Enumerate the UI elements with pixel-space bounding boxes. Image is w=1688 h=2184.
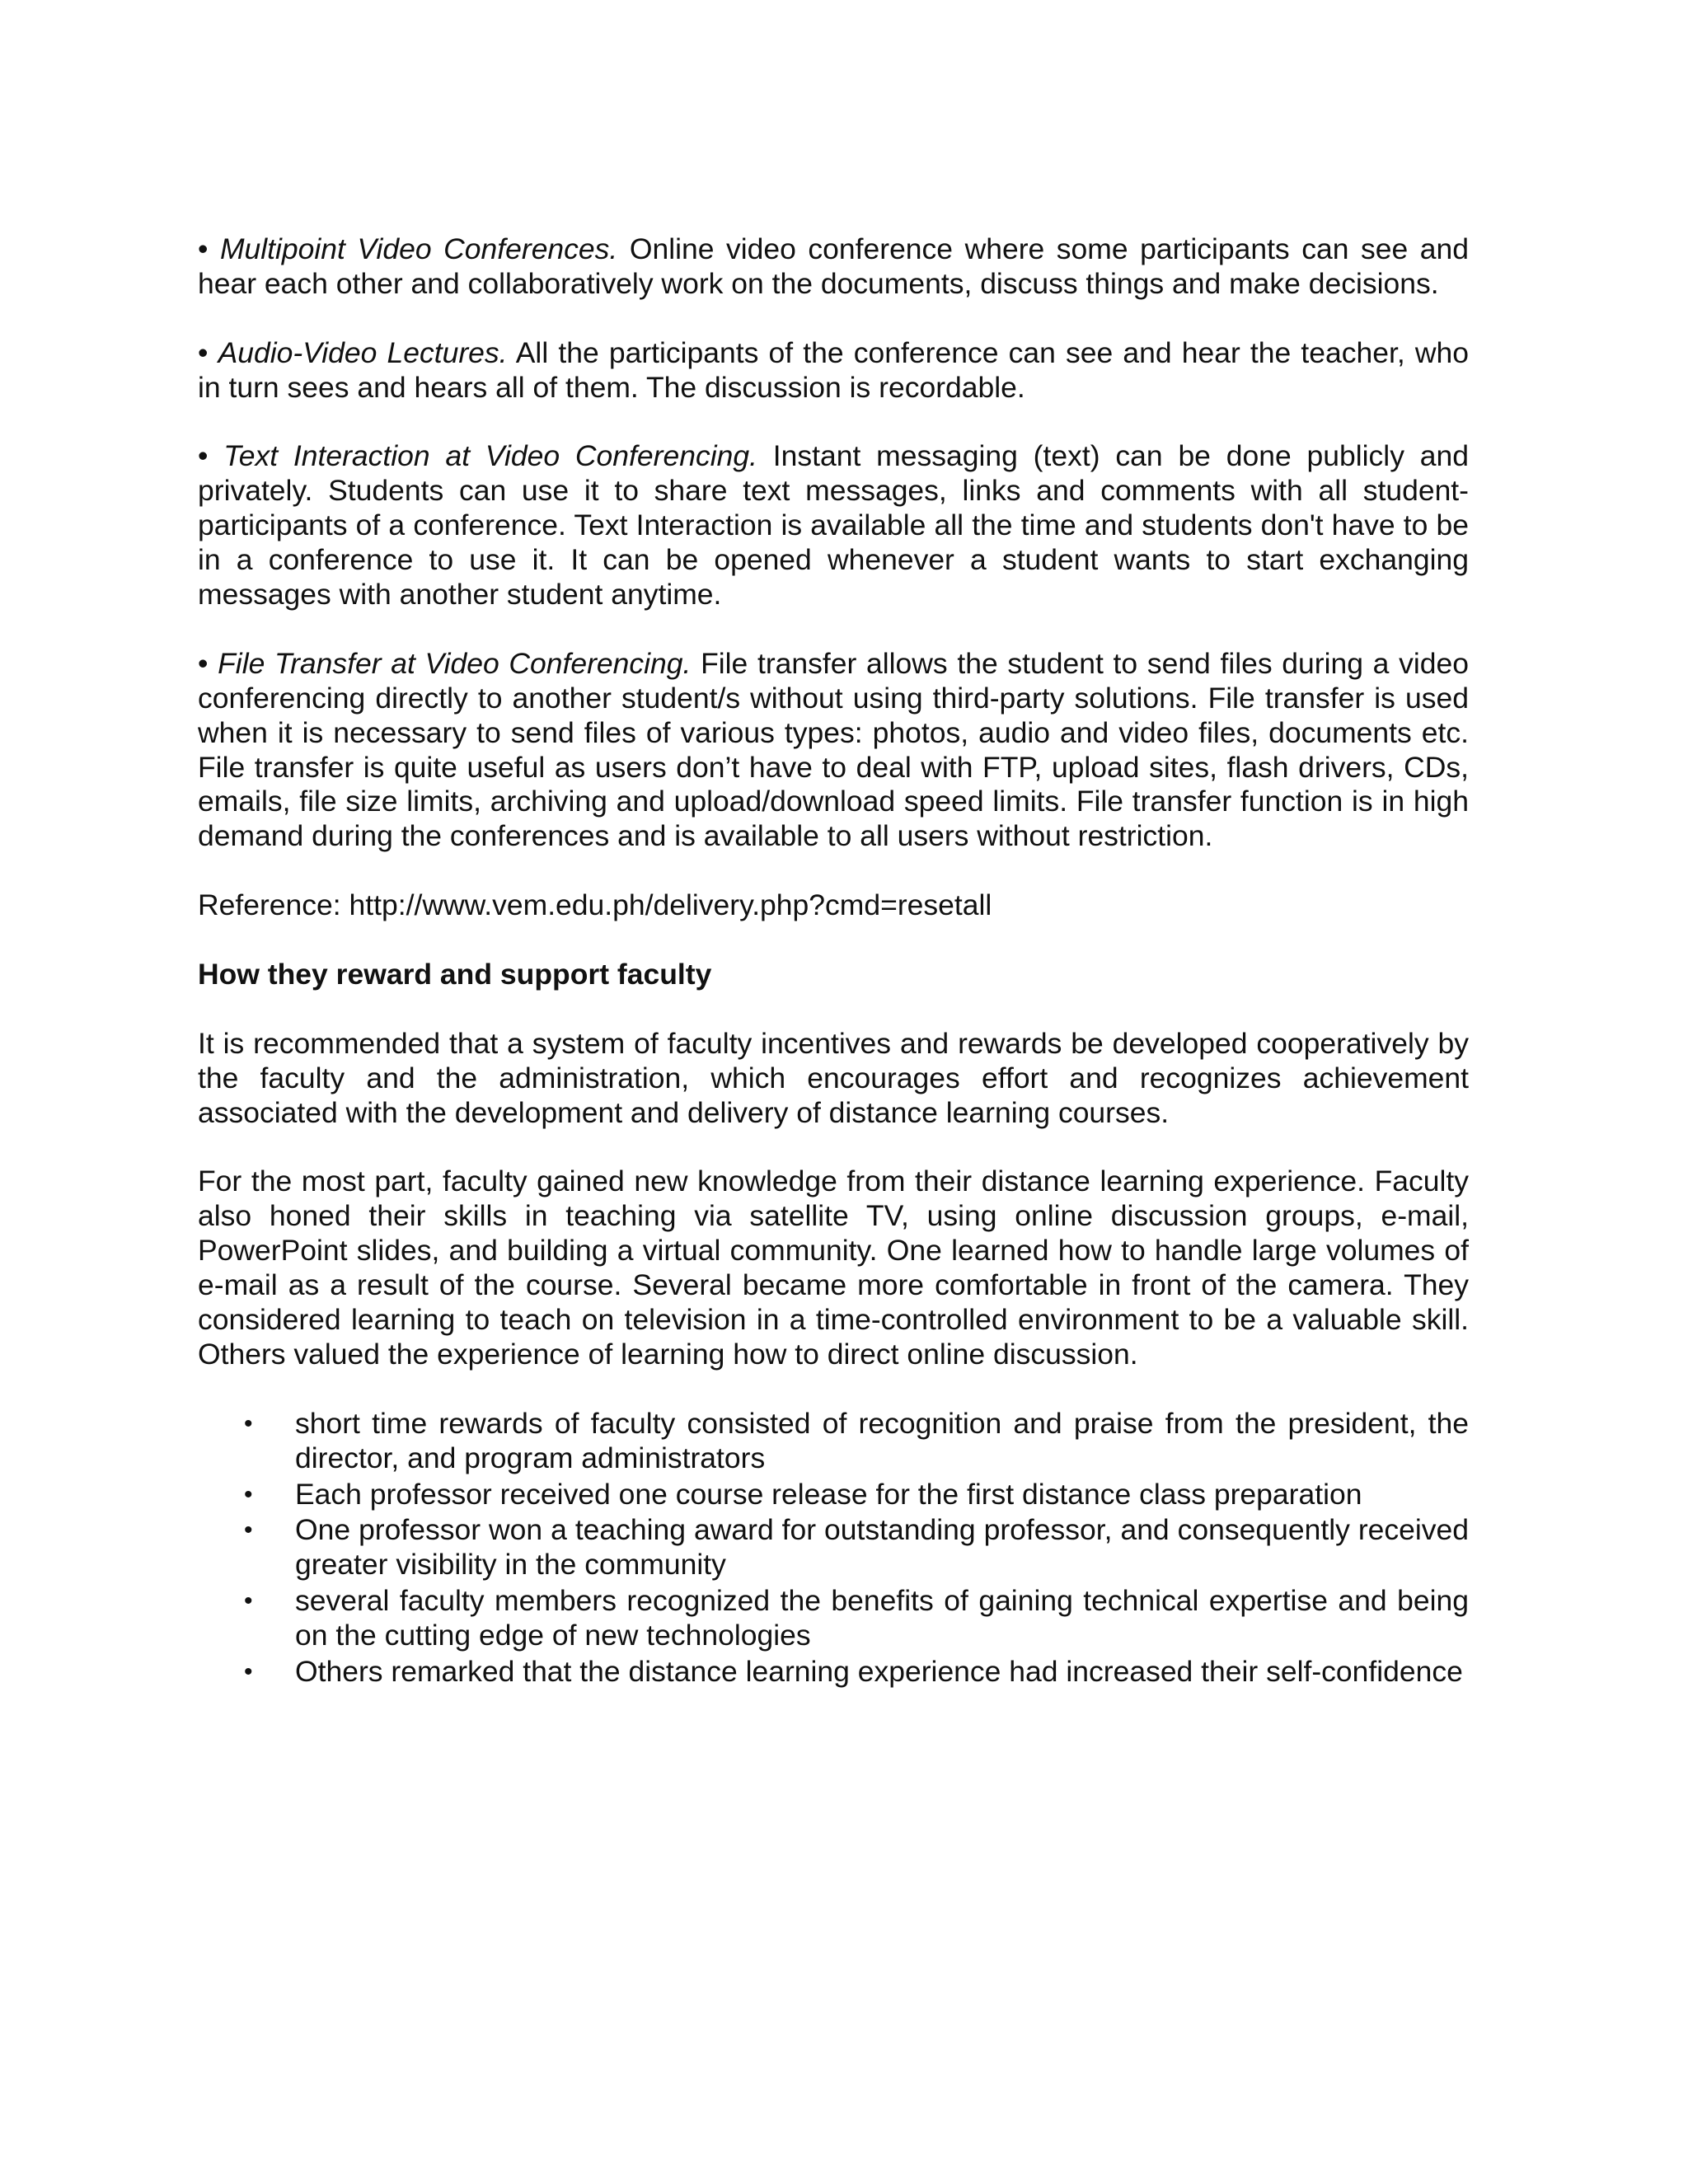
section-heading: How they reward and support faculty — [198, 957, 712, 991]
bullet-dot: • — [244, 1658, 253, 1686]
list-item-text: short time rewards of faculty consisted of recognition and praise from the president, the director, and program administrators — [295, 1406, 1469, 1474]
list-item — [198, 1478, 1469, 1512]
feature-list — [198, 232, 1469, 854]
feature-bullet: • — [198, 646, 209, 680]
feature-bullet: • — [198, 232, 209, 265]
feature-item-text-interaction — [198, 439, 1469, 612]
list-item-text: Each professor received one course release for the first distance class preparation — [295, 1477, 1362, 1511]
feature-term: File Transfer at Video Conferencing. — [218, 646, 692, 680]
document-page — [198, 232, 1469, 1691]
feature-bullet: • — [198, 439, 209, 473]
list-item-text: several faculty members recognized the benefits of gaining technical expertise and being on the cutting edge of new technologies — [295, 1584, 1469, 1652]
feature-item-audio-video — [198, 336, 1469, 405]
feature-item-multipoint — [198, 232, 1469, 302]
bullet-dot: • — [244, 1409, 253, 1437]
reference-line: Reference: http://www.vem.edu.ph/delivery.php?cmd=resetall — [198, 888, 992, 922]
bullet-dot: • — [244, 1587, 253, 1615]
list-item — [198, 1584, 1469, 1653]
feature-text: Online video conference where some participants can see and hear each other and collaboratively work on the documents, discuss things and make decisions. — [198, 232, 1469, 300]
feature-bullet: • — [198, 335, 209, 369]
feature-term: Text Interaction at Video Conferencing. — [223, 439, 757, 473]
bullet-dot: • — [244, 1480, 253, 1508]
list-item — [198, 1513, 1469, 1582]
list-item-text: Others remarked that the distance learning experience had increased their self-confidence — [295, 1655, 1463, 1689]
list-item — [198, 1407, 1469, 1476]
feature-term: Audio-Video Lectures. — [218, 335, 508, 369]
feature-text: All the participants of the conference can see and hear the teacher, who in turn sees and hears all of them. The discussion is recordable. — [198, 335, 1470, 404]
reward-bullet-list — [198, 1407, 1469, 1690]
feature-text: File transfer allows the student to send files during a video conferencing directly to another student/s without using third-party solutions. File transfer is used when it is necessary to send files of various types: photos, audio and video files, documents etc. File transfer is quite useful as users don’t have to deal with FTP, upload sites, flash drivers, CDs, emails, file size limits, archiving and upload/download speed limits. File transfer function is in high demand during the conferences and is available to all users without restriction. — [198, 646, 1469, 853]
list-item — [198, 1655, 1469, 1690]
feature-text: Instant messaging (text) can be done publicly and privately. Students can use it to share text messages, links and comments with all student-participants of a conference. Text Interaction is available all the time and students don't have to be in a conference to use it. It can be opened whenever a student wants to start exchanging messages with another student anytime. — [198, 439, 1470, 612]
body-paragraph-experience: For the most part, faculty gained new knowledge from their distance learning experience. Faculty also honed their skills in teaching via satellite TV, using online discussion groups, e-mail, PowerPoint slides, and building a virtual community. One learned how to handle large volumes of e-mail as a result of the course. Several became more comfortable in front of the camera. They considered learning to teach on television in a time-controlled environment to be a valuable skill. Others valued the experience of learning how to direct online discussion. — [198, 1165, 1469, 1371]
body-paragraph-incentives: It is recommended that a system of faculty incentives and rewards be developed cooperatively by the faculty and the administration, which encourages effort and recognizes achievement associated with the development and delivery of distance learning courses. — [198, 1026, 1469, 1129]
bullet-dot: • — [244, 1516, 253, 1544]
feature-term: Multipoint Video Conferences. — [219, 232, 618, 265]
list-item-text: One professor won a teaching award for outstanding professor, and consequently received greater visibility in the community — [295, 1513, 1469, 1582]
feature-item-file-transfer — [198, 647, 1469, 854]
